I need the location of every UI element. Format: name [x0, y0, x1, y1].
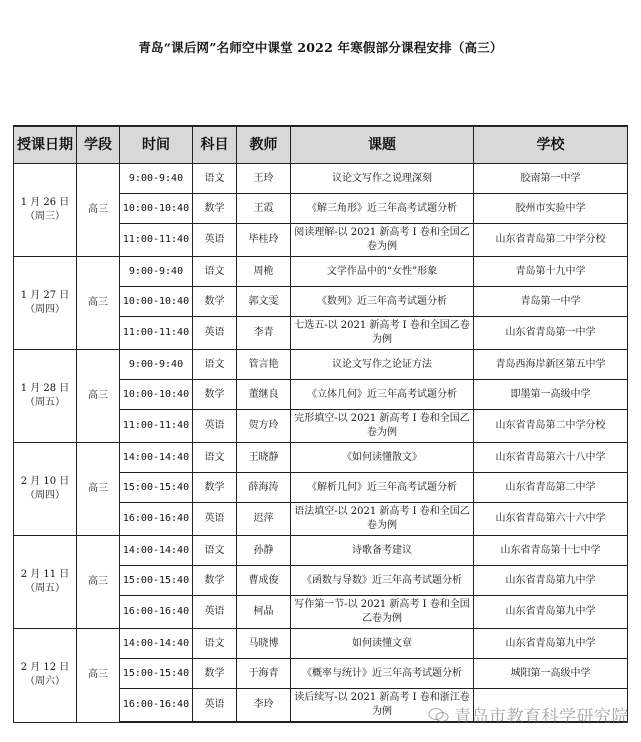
header-row: [14, 126, 628, 164]
school-cell: 山东省青岛第二中学: [474, 473, 628, 503]
topic-cell: 议论文写作之说理深刻: [291, 164, 474, 194]
stage-cell: 高三: [77, 257, 120, 350]
teacher-cell: 王晓静: [237, 443, 291, 473]
teacher-cell: 周桅: [237, 257, 291, 287]
school-cell: 山东省青岛第九中学: [474, 629, 628, 659]
subject-cell: 数学: [193, 380, 237, 410]
school-cell: 山东省青岛第九中学: [474, 596, 628, 629]
subject-cell: 语文: [193, 257, 237, 287]
teacher-cell: 管言艳: [237, 350, 291, 380]
time-cell: 15:00-15:40: [120, 566, 193, 596]
time-cell: 11:00-11:40: [120, 317, 193, 350]
topic-cell: 《函数与导数》近三年高考试题分析: [291, 566, 474, 596]
date-cell: [14, 257, 77, 350]
time-cell: 10:00-10:40: [120, 287, 193, 317]
header-teacher: 教师: [237, 126, 291, 164]
header-school: 学校: [474, 126, 628, 164]
weekday-text: （周三）: [25, 211, 65, 222]
header-time: 时间: [120, 126, 193, 164]
teacher-cell: 李玲: [237, 689, 291, 723]
subject-cell: 数学: [193, 659, 237, 689]
subject-cell: 数学: [193, 287, 237, 317]
subject-cell: 数学: [193, 473, 237, 503]
subject-cell: 语文: [193, 164, 237, 194]
subject-cell: 英语: [193, 224, 237, 257]
teacher-cell: 于海青: [237, 659, 291, 689]
page-title: 青岛“课后网”名师空中课堂 2022 年寒假部分课程安排（高三）: [138, 40, 503, 55]
time-cell: 14:00-14:40: [120, 536, 193, 566]
schedule-body: [14, 164, 628, 723]
time-cell: 14:00-14:40: [120, 629, 193, 659]
teacher-cell: 王霞: [237, 194, 291, 224]
teacher-cell: 贺方玲: [237, 410, 291, 443]
weekday-text: （周四）: [25, 304, 65, 315]
table-row: [14, 536, 628, 566]
teacher-cell: 薛海涛: [237, 473, 291, 503]
topic-cell: 如何读懂文章: [291, 629, 474, 659]
date-text: 2 月 12 日: [20, 662, 70, 674]
teacher-cell: 迟萍: [237, 503, 291, 536]
subject-cell: 数学: [193, 566, 237, 596]
header-topic: 课题: [291, 126, 474, 164]
subject-cell: 语文: [193, 350, 237, 380]
table-row: [14, 350, 628, 380]
topic-cell: 《解三角形》近三年高考试题分析: [291, 194, 474, 224]
watermark: [428, 702, 629, 727]
teacher-cell: 王玲: [237, 164, 291, 194]
header-subject: 科目: [193, 126, 237, 164]
topic-cell: 《解析几何》近三年高考试题分析: [291, 473, 474, 503]
date-cell: [14, 629, 77, 723]
date-cell: [14, 536, 77, 629]
subject-cell: 语文: [193, 536, 237, 566]
time-cell: 16:00-16:40: [120, 689, 193, 723]
school-cell: 山东省青岛第十七中学: [474, 536, 628, 566]
topic-cell: 阅读理解-以 2021 新高考 I 卷和全国乙卷为例: [291, 224, 474, 257]
date-text: 1 月 28 日: [20, 383, 70, 394]
stage-cell: 高三: [77, 536, 120, 629]
subject-cell: 语文: [193, 629, 237, 659]
school-cell: 即墨第一高级中学: [474, 380, 628, 410]
teacher-cell: 孙静: [237, 536, 291, 566]
teacher-cell: 李青: [237, 317, 291, 350]
teacher-cell: 马晓博: [237, 629, 291, 659]
time-cell: 9:00-9:40: [120, 164, 193, 194]
weekday-text: （周四）: [25, 490, 65, 501]
date-text: 1 月 27 日: [20, 290, 70, 301]
time-cell: 14:00-14:40: [120, 443, 193, 473]
time-cell: 10:00-10:40: [120, 194, 193, 224]
school-cell: 山东省青岛第六十六中学: [474, 503, 628, 536]
header-date: 授课日期: [14, 126, 77, 164]
table-row: [14, 629, 628, 659]
time-cell: 15:00-15:40: [120, 659, 193, 689]
date-cell: [14, 350, 77, 443]
header-stage: 学段: [77, 126, 120, 164]
stage-cell: 高三: [77, 350, 120, 443]
stage-cell: 高三: [77, 164, 120, 257]
topic-cell: 《数列》近三年高考试题分析: [291, 287, 474, 317]
time-cell: 10:00-10:40: [120, 380, 193, 410]
school-cell: 山东省青岛第二中学分校: [474, 410, 628, 443]
time-cell: 11:00-11:40: [120, 410, 193, 443]
topic-cell: 写作第一节-以 2021 新高考 I 卷和全国乙卷为例: [291, 596, 474, 629]
topic-cell: 七选五-以 2021 新高考 I 卷和全国乙卷为例: [291, 317, 474, 350]
school-cell: 山东省青岛第一中学: [474, 317, 628, 350]
wechat-icon: [428, 707, 450, 723]
table-row: [14, 257, 628, 287]
time-cell: 11:00-11:40: [120, 224, 193, 257]
stage-cell: 高三: [77, 443, 120, 536]
teacher-cell: 董继良: [237, 380, 291, 410]
schedule-table: [13, 125, 628, 723]
topic-cell: 完形填空-以 2021 新高考 I 卷和全国乙卷为例: [291, 410, 474, 443]
topic-cell: 读后续写-以 2021 新高考 I 卷和浙江卷为例: [291, 689, 474, 723]
school-cell: 胶州市实验中学: [474, 194, 628, 224]
table-row: [14, 443, 628, 473]
school-cell: 胶南第一中学: [474, 164, 628, 194]
teacher-cell: 柯晶: [237, 596, 291, 629]
school-cell: 山东省青岛第二中学分校: [474, 224, 628, 257]
teacher-cell: 郭文雯: [237, 287, 291, 317]
subject-cell: 英语: [193, 317, 237, 350]
teacher-cell: 曹成俊: [237, 566, 291, 596]
teacher-cell: 毕桂玲: [237, 224, 291, 257]
school-cell: 山东省青岛第六十八中学: [474, 443, 628, 473]
school-cell: 青岛西海岸新区第五中学: [474, 350, 628, 380]
topic-cell: 议论文写作之论证方法: [291, 350, 474, 380]
subject-cell: 语文: [193, 443, 237, 473]
date-text: 2 月 10 日: [20, 476, 70, 487]
school-cell: 青岛第一中学: [474, 287, 628, 317]
topic-cell: 语法填空-以 2021 新高考 I 卷和全国乙卷为例: [291, 503, 474, 536]
school-cell: 青岛第十九中学: [474, 257, 628, 287]
school-cell: 山东省青岛第九中学: [474, 566, 628, 596]
topic-cell: 诗歌备考建议: [291, 536, 474, 566]
weekday-text: （周五）: [25, 583, 65, 594]
subject-cell: 数学: [193, 194, 237, 224]
subject-cell: 英语: [193, 596, 237, 629]
topic-cell: 《如何读懂散文》: [291, 443, 474, 473]
time-cell: 9:00-9:40: [120, 350, 193, 380]
topic-cell: 文学作品中的“女性”形象: [291, 257, 474, 287]
topic-cell: 《立体几何》近三年高考试题分析: [291, 380, 474, 410]
date-text: 2 月 11 日: [20, 569, 70, 580]
subject-cell: 英语: [193, 689, 237, 723]
watermark-text: 青岛市教育科学研究院: [454, 707, 629, 727]
subject-cell: 英语: [193, 503, 237, 536]
stage-cell: 高三: [77, 629, 120, 723]
subject-cell: 英语: [193, 410, 237, 443]
time-cell: 9:00-9:40: [120, 257, 193, 287]
time-cell: 16:00-16:40: [120, 503, 193, 536]
date-cell: [14, 164, 77, 257]
weekday-text: （周六）: [25, 676, 65, 688]
time-cell: 16:00-16:40: [120, 596, 193, 629]
date-cell: [14, 443, 77, 536]
table-row: [14, 164, 628, 194]
date-text: 1 月 26 日: [20, 197, 70, 208]
topic-cell: 《概率与统计》近三年高考试题分析: [291, 659, 474, 689]
time-cell: 15:00-15:40: [120, 473, 193, 503]
weekday-text: （周五）: [25, 397, 65, 408]
school-cell: 城阳第一高级中学: [474, 659, 628, 689]
